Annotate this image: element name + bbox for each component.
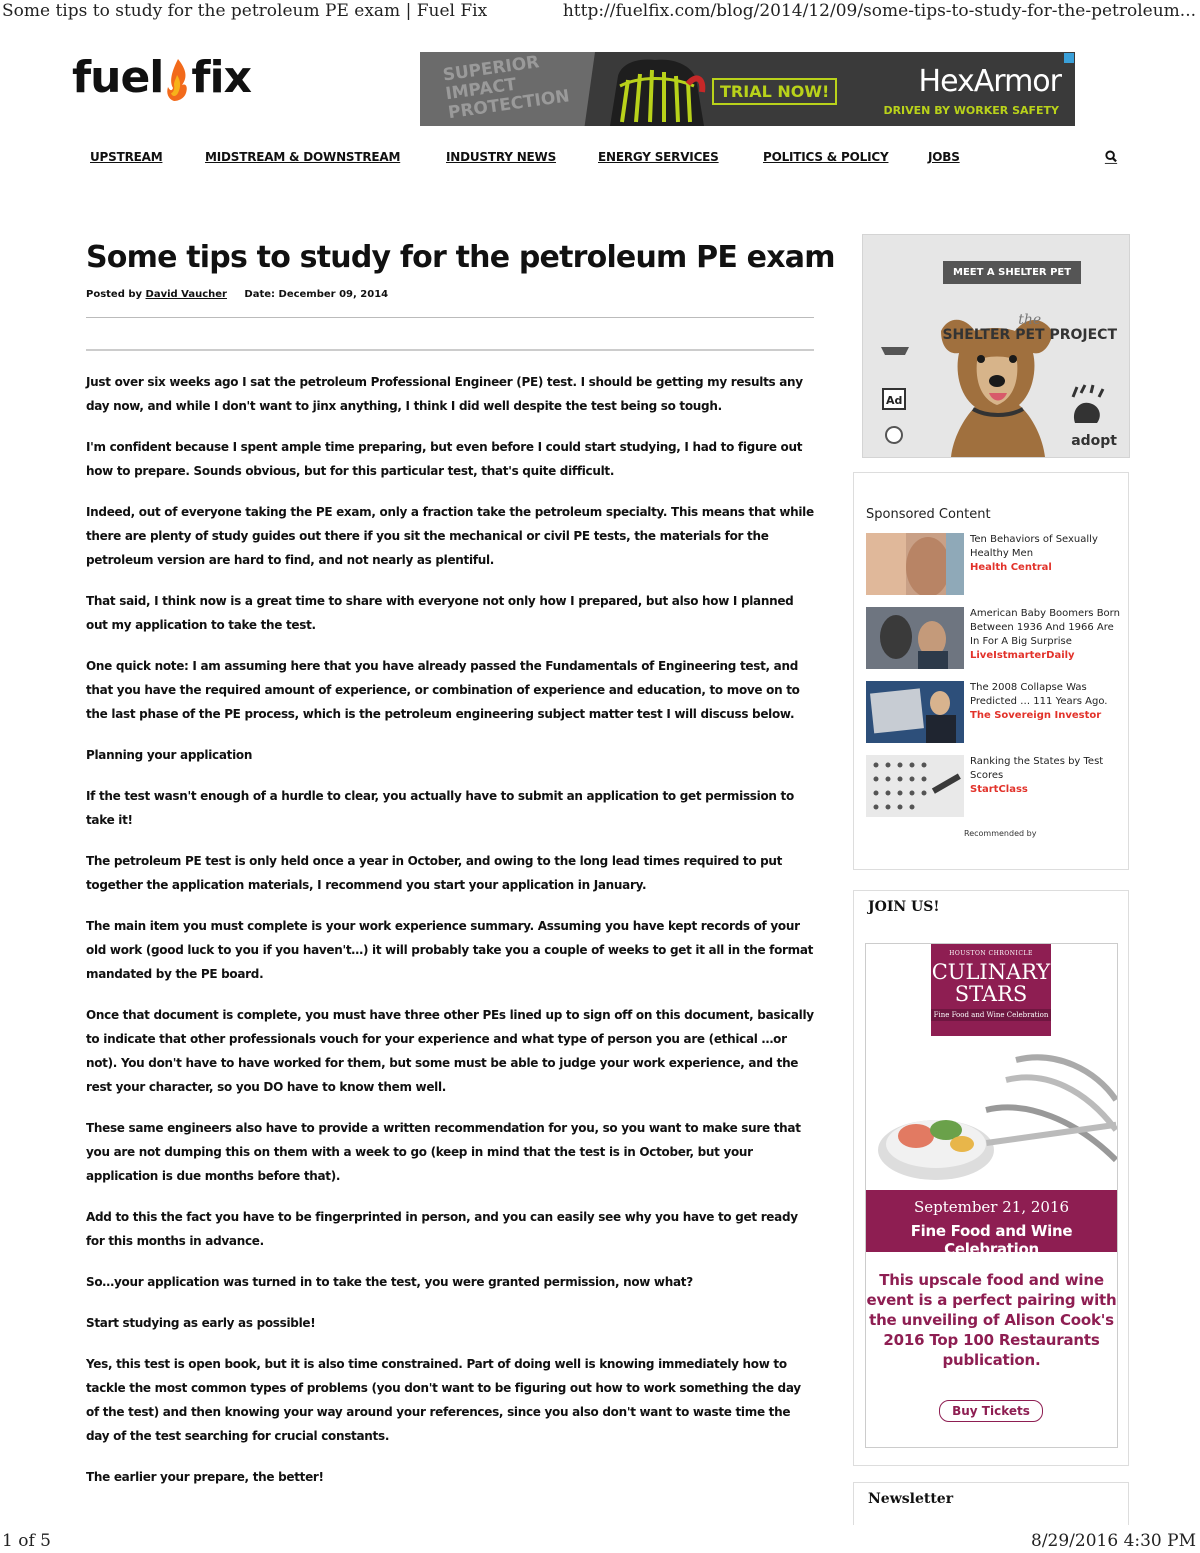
paragraph: The petroleum PE test is only held once a year in October, and owing to the long lead times required to put together the application materials, I recommend you start your application in January. [86, 854, 783, 892]
sponsored-thumbnail [866, 533, 964, 595]
banner-tagline: DRIVEN BY WORKER SAFETY [883, 104, 1059, 117]
sponsored-heading: Sponsored Content [866, 507, 991, 522]
presenter: HOUSTON CHRONICLE [949, 950, 1033, 957]
sponsored-thumbnail [866, 607, 964, 669]
hexarmor-brand: HexArmor [918, 64, 1061, 99]
shelter-pet-title [942, 313, 1117, 343]
sponsored-title: Ranking the States by Test Scores [970, 756, 1104, 781]
culinary-stars-sub: Fine Food and Wine Celebration [931, 1009, 1051, 1021]
search-icon[interactable] [1104, 150, 1118, 164]
divider [86, 349, 814, 351]
banner-ad[interactable] [420, 52, 1075, 126]
meet-shelter-pet-button[interactable]: MEET A SHELTER PET [943, 261, 1081, 284]
paragraph: The main item you must complete is your work experience summary. Assuming you have kept records of your old work (good luck to you if you haven't…) it will probably take you a couple of weeks to get it all in the format mandated by the PE board. [86, 919, 814, 981]
newsletter-heading: Newsletter [868, 1491, 954, 1507]
paragraph: One quick note: I am assuming here that you have already passed the Fundamentals of Engineering test, and that you have the required amount of experience, or combination of experience and education, to move on to the last phase of the PE process, which is the petroleum engineering subject matter test I will discuss below. [86, 659, 800, 721]
culinary-stars-logo [931, 944, 1051, 1036]
divider [86, 317, 814, 318]
sponsored-content-widget [853, 472, 1129, 870]
glove-icon [600, 56, 710, 126]
nav-upstream[interactable]: UPSTREAM [90, 150, 163, 164]
sponsored-title: American Baby Boomers Born Between 1936 And 1966 Are In For A Big Surprise [970, 608, 1120, 647]
event-name: Fine Food and Wine Celebration [910, 1222, 1073, 1258]
sponsored-title: Ten Behaviors of Sexually Healthy Men [970, 534, 1098, 559]
recommended-by[interactable]: Recommended by [964, 829, 1037, 838]
trial-now-button[interactable]: TRIAL NOW! [712, 78, 837, 105]
paragraph: I'm confident because I spent ample time preparing, but even before I could start studying, I had to figure out how to prepare. Sounds obvious, but for this particular test, that's quite difficult. [86, 440, 803, 478]
banner-headline: SUPERIOR IMPACT PROTECTION [441, 52, 571, 124]
paragraph: So…your application was turned in to take the test, you were granted permission, now what? [86, 1275, 693, 1289]
paragraph: Indeed, out of everyone taking the PE exam, only a fraction take the petroleum specialty. This means that while there are plenty of study guides out there if you sit the mechanical or civil PE tests, the materials for the petroleum version are hard to find, and not nearly as plentiful. [86, 505, 814, 567]
sponsored-source: Health Central [970, 562, 1052, 573]
flame-icon [164, 57, 190, 103]
buy-tickets-button[interactable]: Buy Tickets [939, 1400, 1043, 1422]
fuelfix-logo[interactable] [72, 52, 251, 103]
event-description: This upscale food and wine event is a perfect pairing with the unveiling of Alison Cook's 2016 Top 100 Restaurants publication. [866, 1271, 1117, 1369]
shelter-pet-the: the [1018, 312, 1042, 328]
section-heading: Planning your application [86, 748, 253, 762]
nav-midstream-downstream[interactable]: MIDSTREAM & DOWNSTREAM [205, 150, 401, 164]
spoon-dish-image [866, 1040, 1117, 1190]
event-date: September 21, 2016 [913, 1198, 1070, 1216]
sponsored-thumbnail [866, 681, 964, 743]
newsletter-widget [853, 1482, 1129, 1525]
culinary-stars-ad[interactable] [865, 943, 1118, 1448]
paragraph: Yes, this test is open book, but it is also time constrained. Part of doing well is knowing immediately how to tackle the most common types of problems (you don't want to be figuring out how to work something the day of the test) and then knowing your way around your references, since you also don't want to waste time the day of the test searching for crucial constants. [86, 1357, 801, 1443]
culinary-stars-name: CULINARY STARS [931, 960, 1051, 1006]
sponsored-thumbnail [866, 755, 964, 817]
adopt-logo: adopt [1071, 433, 1117, 449]
section-heading: Start studying as early as possible! [86, 1316, 316, 1330]
sponsored-source: LiveIstmarterDaily [970, 650, 1075, 661]
paragraph: The earlier your prepare, the better! [86, 1470, 324, 1484]
sponsored-title: The 2008 Collapse Was Predicted … 111 Years Ago. [970, 682, 1108, 707]
event-date-band [866, 1190, 1117, 1258]
print-page-title: Some tips to study for the petroleum PE exam | Fuel Fix [2, 1, 488, 21]
paw-print-icon [1065, 383, 1109, 427]
sponsored-source: StartClass [970, 784, 1028, 795]
logo-text-fix: fix [191, 52, 251, 103]
nav-jobs[interactable]: JOBS [928, 150, 960, 164]
print-url: http://fuelfix.com/blog/2014/12/09/some-tips-to-study-for-the-petroleum... [562, 1, 1196, 21]
post-date: December 09, 2014 [278, 289, 389, 300]
shelter-pet-title-text: SHELTER PET PROJECT [942, 327, 1117, 343]
paragraph: Add to this the fact you have to be fingerprinted in person, and you can easily see why you have to get ready for this months in advance. [86, 1210, 798, 1248]
svg-text:Ad: Ad [886, 394, 903, 407]
paragraph: Once that document is complete, you must have three other PEs lined up to sign off on this document, basically to indicate that other professionals vouch for your experience and what type of person you are (ethical …or not). You don't have to have worked for them, but some must be able to judge your work experience, and the rest your character, so you DO have to know them well. [86, 1008, 814, 1094]
sponsor-logos-icon [875, 343, 915, 447]
adchoices-icon[interactable] [1064, 53, 1074, 63]
nav-politics-policy[interactable]: POLITICS & POLICY [763, 150, 889, 164]
byline [86, 289, 388, 300]
print-datetime: 8/29/2016 4:30 PM [1031, 1531, 1196, 1551]
article-title: Some tips to study for the petroleum PE exam [86, 240, 835, 275]
join-us-heading: JOIN US! [868, 899, 940, 915]
paragraph: That said, I think now is a great time to share with everyone not only how I prepared, but also how I planned out my application to take the test. [86, 594, 794, 632]
join-us-widget [853, 890, 1129, 1466]
nav-energy-services[interactable]: ENERGY SERVICES [598, 150, 719, 164]
author-link[interactable]: David Vaucher [145, 289, 227, 300]
paragraph: These same engineers also have to provide a written recommendation for you, so you want to make sure that you are not dumping this on them with a week to go (keep in mind that the test is in October, but your application is due months before that). [86, 1121, 801, 1183]
shelter-pet-ad[interactable] [862, 234, 1130, 458]
paragraph: Just over six weeks ago I sat the petroleum Professional Engineer (PE) test. I should be getting my results any day now, and while I don't want to jinx anything, I think I did well despite the test being so tough. [86, 375, 803, 413]
nav-industry-news[interactable]: INDUSTRY NEWS [446, 150, 557, 164]
posted-by-label: Posted by [86, 289, 143, 300]
date-label: Date: [244, 289, 276, 300]
print-page-number: 1 of 5 [2, 1531, 51, 1551]
paragraph: If the test wasn't enough of a hurdle to clear, you actually have to submit an application to get permission to take it! [86, 789, 794, 827]
sponsored-source: The Sovereign Investor [970, 710, 1102, 721]
logo-text-fuel: fuel [72, 52, 164, 103]
article-body [86, 370, 816, 1506]
main-nav [90, 150, 1120, 172]
